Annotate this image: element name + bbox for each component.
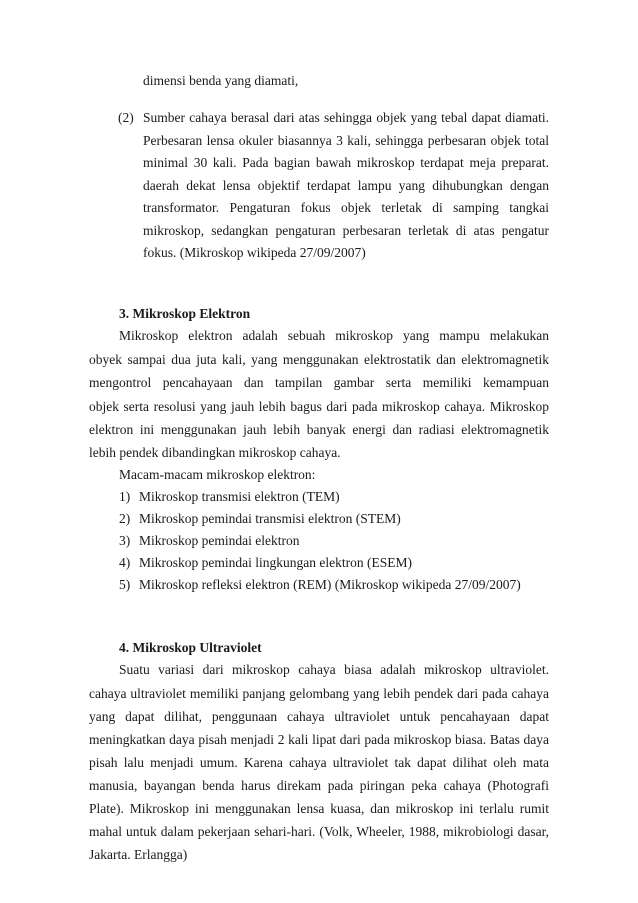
list-item-number: 5) (119, 577, 131, 592)
list-item-number: 1) (119, 489, 131, 504)
list-intro: Macam-macam mikroskop elektron: (119, 467, 316, 482)
paragraph-line: minimal 30 kali. Pada bagian bawah mikroskop terdapat meja preparat. (143, 155, 549, 170)
paragraph-line: Sumber cahaya berasal dari atas sehingga objek yang tebal dapat diamati. (143, 110, 549, 125)
paragraph-line: obyek sampai dua juta kali, yang menggunakan elektrostatik dan elektromagnetik (89, 352, 549, 367)
paragraph-line: elektron ini menggunakan jauh lebih banyak energi dan radiasi elektromagnetik (89, 422, 549, 437)
paragraph-line: mikroskop, sedangkan pengaturan perbesaran terletak di atas pengatur (143, 223, 549, 238)
list-item: Mikroskop refleksi elektron (REM) (Mikroskop wikipeda 27/09/2007) (139, 577, 521, 592)
list-item: Mikroskop pemindai transmisi elektron (STEM) (139, 511, 401, 526)
paragraph-line: fokus. (Mikroskop wikipeda 27/09/2007) (143, 245, 366, 260)
paragraph-line: Perbesaran lensa okuler biasannya 3 kali, sehingga perbesaran objek total (143, 133, 549, 148)
paragraph-line: lebih pendek dibandingkan mikroskop cahaya. (89, 445, 341, 460)
list-item-number: 3) (119, 533, 131, 548)
paragraph-line: objek serta resolusi yang jauh lebih bagus dari pada mikroskop cahaya. Mikroskop (89, 399, 549, 414)
paragraph-line: yang dapat dilihat, penggunaan cahaya ultraviolet untuk pencahayaan dapat (89, 709, 549, 724)
paragraph-line: manusia, bayangan benda harus direkam pada piringan peka cahaya (Photografi (89, 778, 549, 793)
list-item: Mikroskop pemindai elektron (139, 533, 300, 548)
list-item-number: 4) (119, 555, 131, 570)
list-item: Mikroskop pemindai lingkungan elektron (ESEM) (139, 555, 412, 570)
paragraph-line: Mikroskop elektron adalah sebuah mikroskop yang mampu melakukan (119, 328, 549, 343)
paragraph-line: Suatu variasi dari mikroskop cahaya biasa adalah mikroskop ultraviolet. (119, 662, 549, 677)
paragraph-line: meningkatkan daya pisah menjadi 2 kali lipat dari pada mikroskop biasa. Batas daya (89, 732, 549, 747)
paragraph-line: Jakarta. Erlangga) (89, 847, 188, 862)
section-heading: 4. Mikroskop Ultraviolet (119, 640, 262, 655)
section-heading: 3. Mikroskop Elektron (119, 306, 251, 321)
paragraph-line: mengontrol pencahayaan dan tampilan gambar serta memiliki kemampuan (89, 375, 549, 390)
list-item-number: 2) (119, 511, 131, 526)
paragraph-line: transformator. Pengaturan fokus objek terletak di samping tangkai (143, 200, 549, 215)
continuation-line: dimensi benda yang diamati, (143, 73, 299, 88)
paragraph-line: daerah dekat lensa objektif terdapat lampu yang dihubungkan dengan (143, 178, 549, 193)
paragraph-line: mahal untuk dalam pekerjaan sehari-hari. (Volk, Wheeler, 1988, mikrobiologi dasar, (89, 824, 549, 839)
paragraph-line: pisah lalu menjadi umum. Karena cahaya ultraviolet tak dapat dilihat oleh mata (89, 755, 549, 770)
list-item-number: (2) (118, 110, 134, 125)
paragraph-line: Plate). Mikroskop ini menggunakan lensa kuasa, dan mikroskop ini terlalu rumit (89, 801, 549, 816)
list-item: Mikroskop transmisi elektron (TEM) (139, 489, 340, 504)
paragraph-line: cahaya ultraviolet memiliki panjang gelombang yang lebih pendek dari pada cahaya (89, 686, 549, 701)
